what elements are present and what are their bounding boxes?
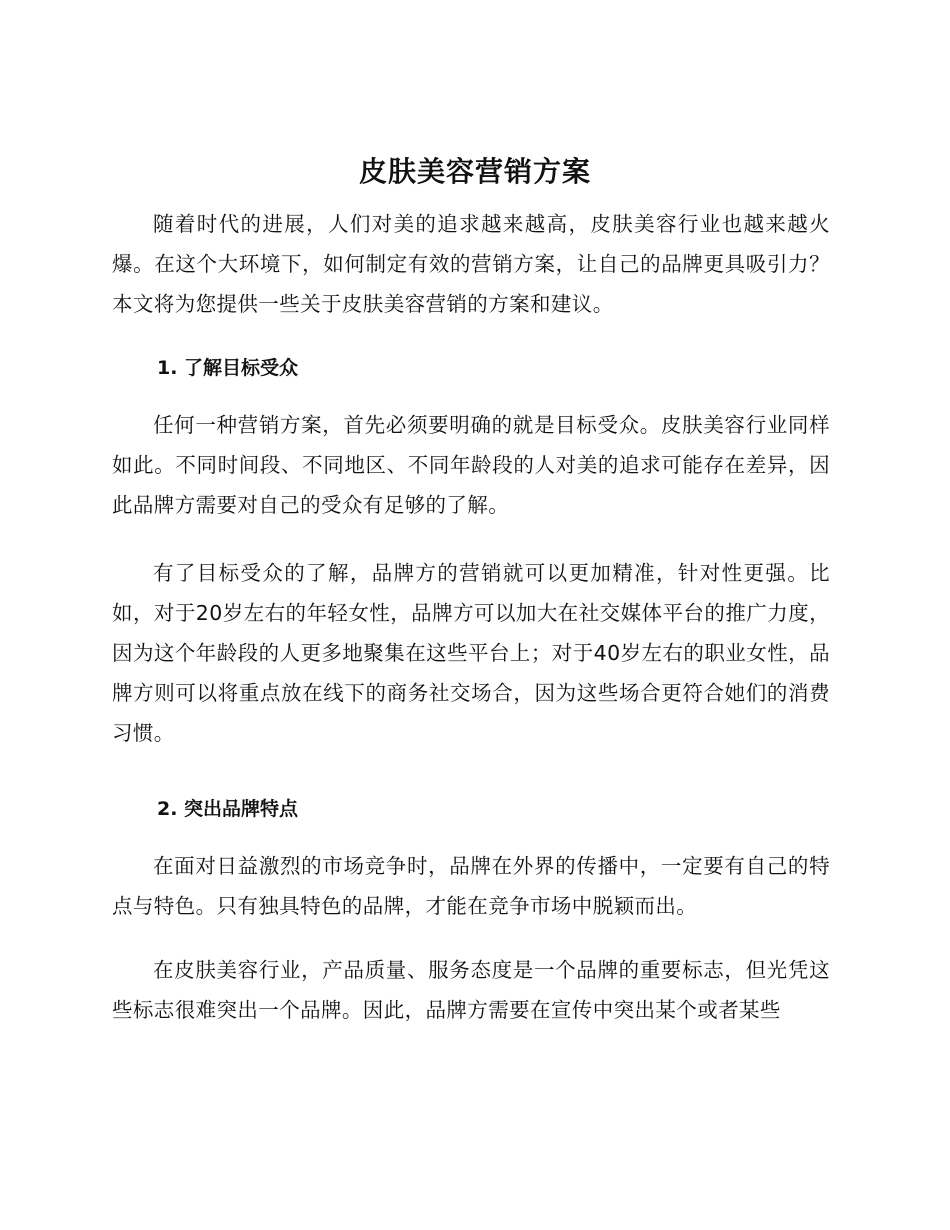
- section-2-paragraph-2: 在皮肤美容行业，产品质量、服务态度是一个品牌的重要标志，但光凭这些标志很难突出一个品牌。因此，品牌方需要在宣传中突出某个或者某些: [112, 958, 830, 1022]
- intro-paragraph: 随着时代的进展，人们对美的追求越来越高，皮肤美容行业也越来越火爆。在这个大环境下，如何制定有效的营销方案，让自己的品牌更具吸引力？本文将为您提供一些关于皮肤美容营销的方案和建议。: [112, 212, 830, 316]
- document-title: 皮肤美容营销方案: [358, 155, 591, 188]
- section-2-heading: 2. 突出品牌特点: [157, 798, 299, 820]
- section-1-paragraph-2: 有了目标受众的了解，品牌方的营销就可以更加精准，针对性更强。比如，对于20岁左右的年轻女性，品牌方可以加大在社交媒体平台的推广力度，因为这个年龄段的人更多地聚集在这些平台上；对于40岁左右的职业女性，品牌方则可以将重点放在线下的商务社交场合，因为这些场合更符合她们的消费习惯。: [112, 561, 830, 745]
- section-1-paragraph-1: 任何一种营销方案，首先必须要明确的就是目标受众。皮肤美容行业同样如此。不同时间段、不同地区、不同年龄段的人对美的追求可能存在差异，因此品牌方需要对自己的受众有足够的了解。: [112, 413, 830, 517]
- section-1-heading: 1. 了解目标受众: [157, 357, 299, 379]
- section-2-paragraph-1: 在面对日益激烈的市场竞争时，品牌在外界的传播中，一定要有自己的特点与特色。只有独具特色的品牌，才能在竞争市场中脱颖而出。: [112, 854, 830, 918]
